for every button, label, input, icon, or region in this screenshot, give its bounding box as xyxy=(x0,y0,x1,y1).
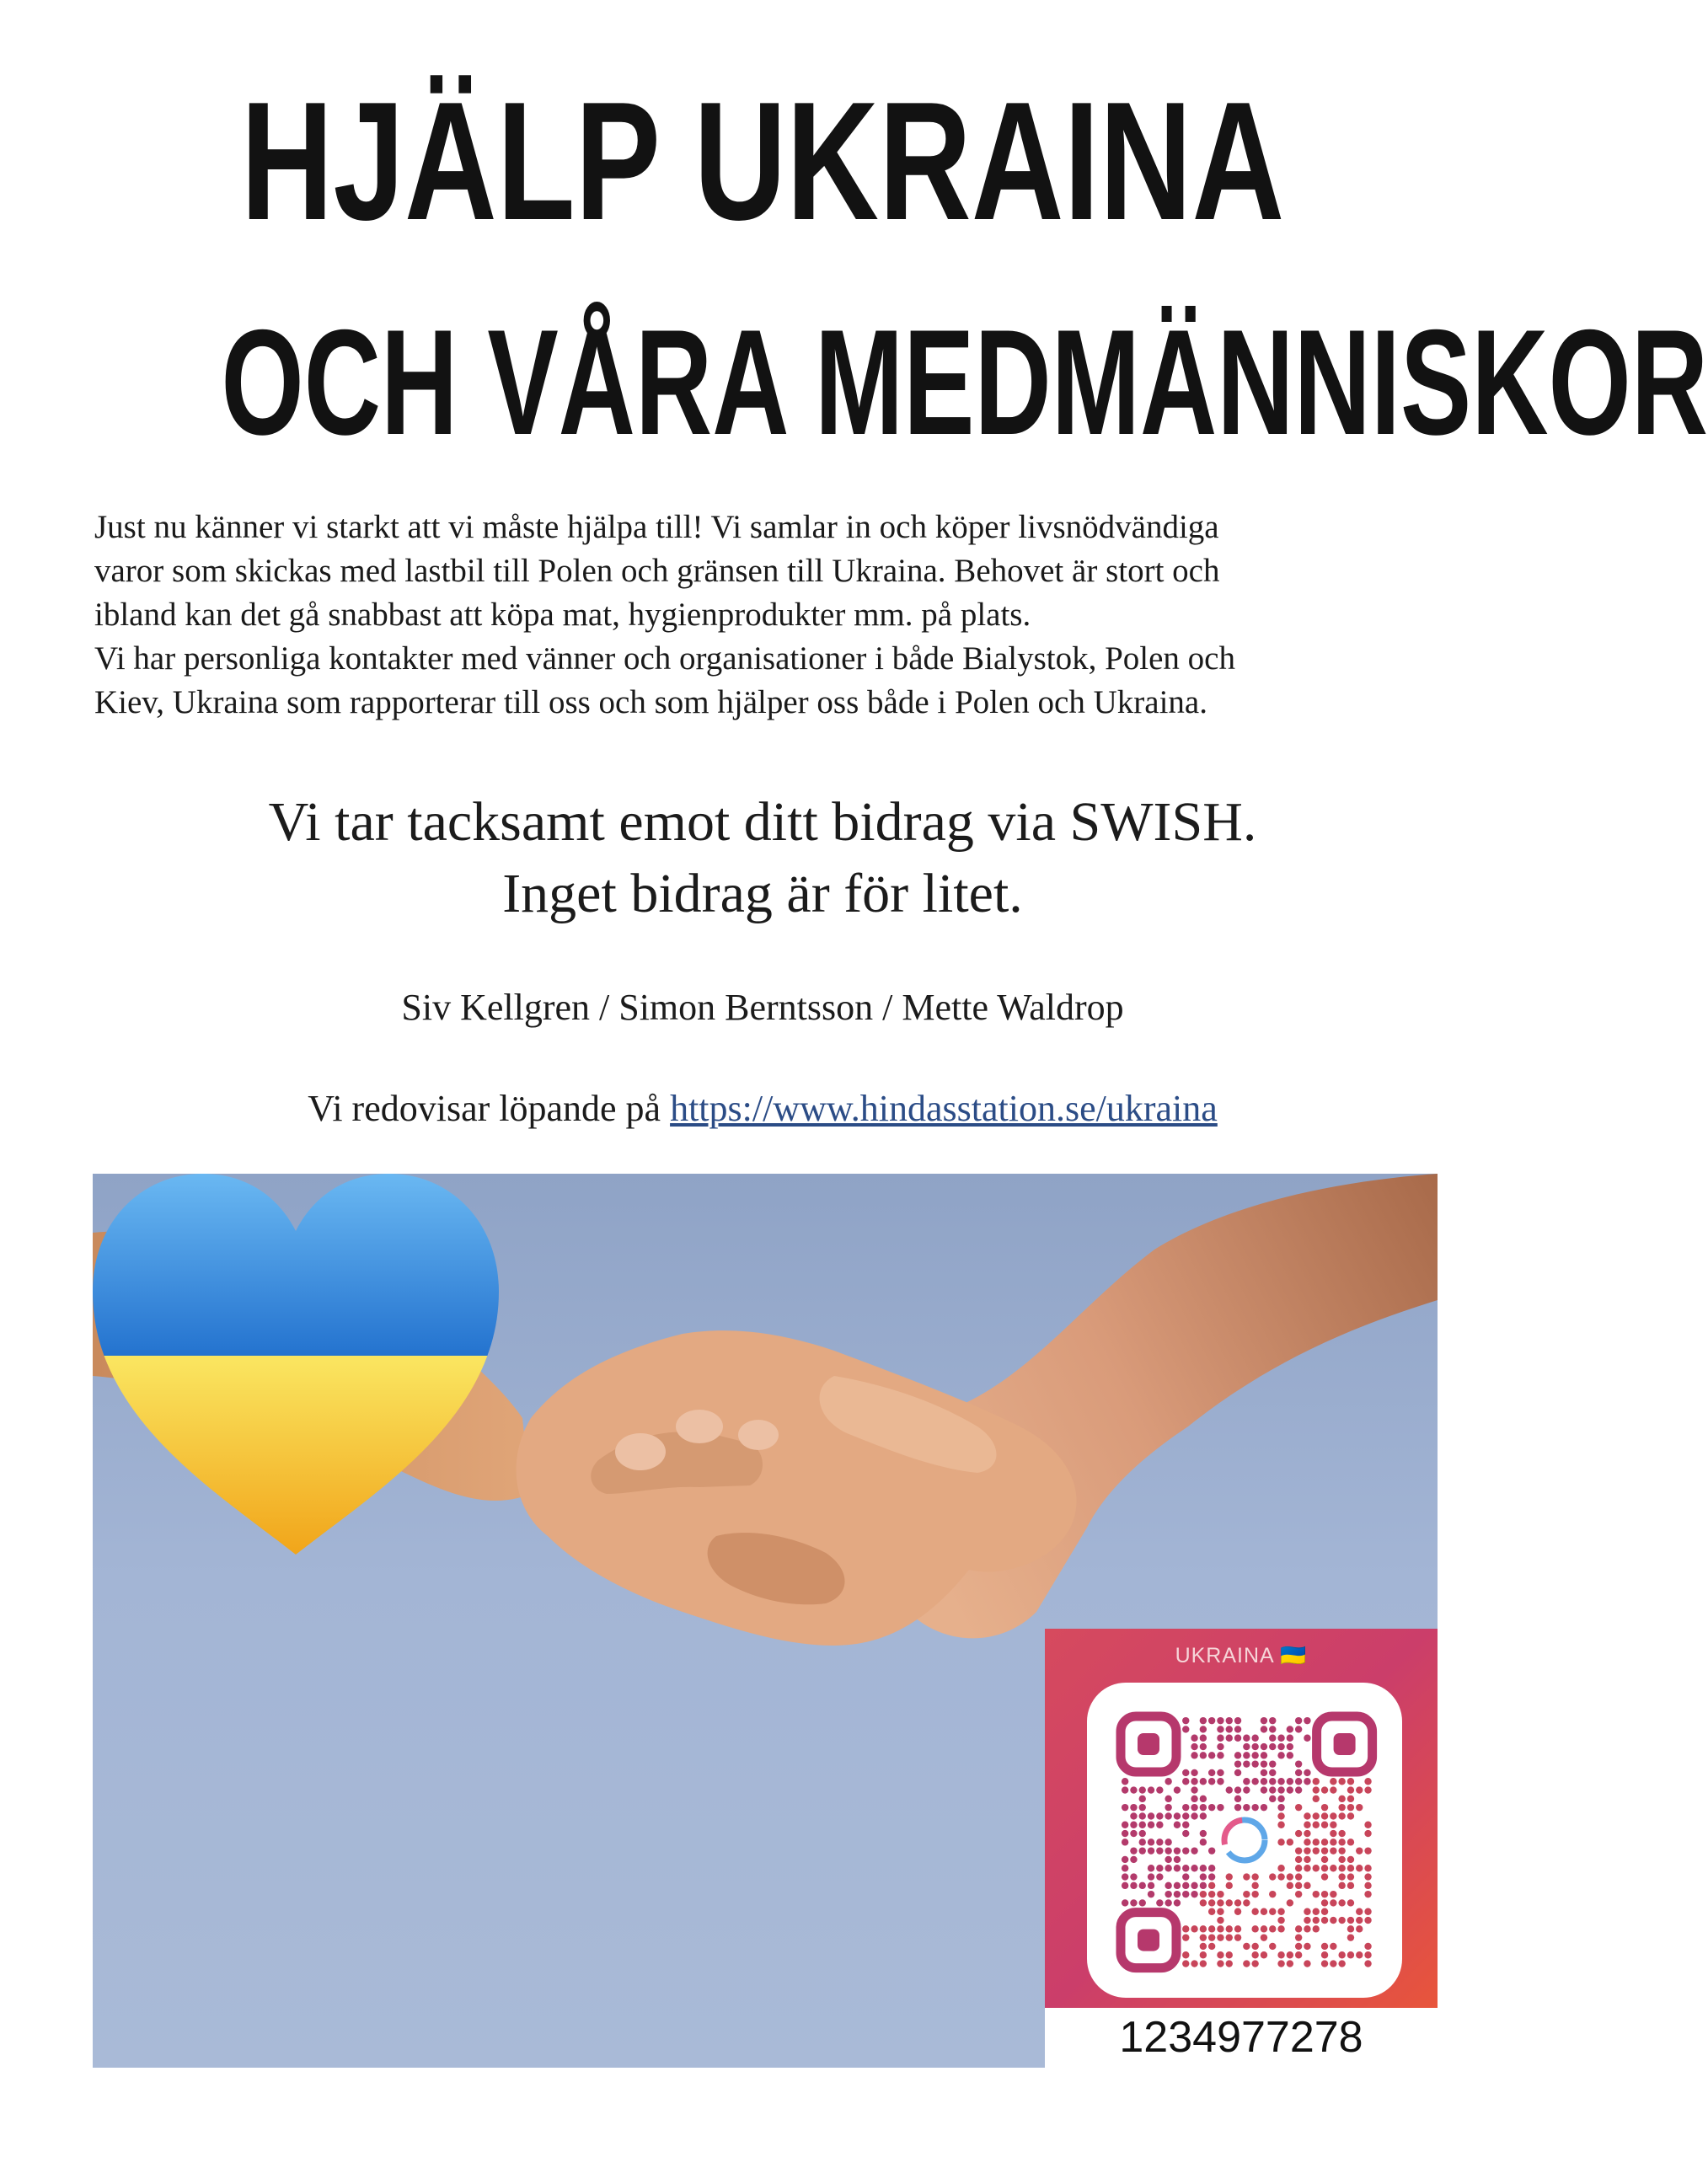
holding-hands-photo xyxy=(93,1174,1438,2068)
swish-label: UKRAINA 🇺🇦 xyxy=(1175,1644,1308,1667)
appeal-line-1: Vi tar tacksamt emot ditt bidrag via SWISH. xyxy=(268,791,1257,853)
appeal-line-2: Inget bidrag är för litet. xyxy=(502,863,1023,924)
qr-code-pattern xyxy=(1087,1683,1402,1998)
intro-line: Just nu känner vi starkt att vi måste hjälpa till! Vi samlar in och köper livsnödvändiga xyxy=(94,509,1219,545)
title-line-2: OCH VÅRA MEDMÄNNISKOR xyxy=(221,298,1708,466)
intro-line: Kiev, Ukraina som rapporterar till oss och som hjälper oss både i Polen och Ukraina. xyxy=(94,684,1207,720)
intro-line: varor som skickas med lastbil till Polen och gränsen till Ukraina. Behovet är stort och xyxy=(94,553,1220,589)
swish-number: 1234977278 xyxy=(1045,2008,1438,2068)
qr-code[interactable] xyxy=(1087,1683,1402,1998)
swish-qr-card xyxy=(1045,1629,1438,2068)
intro-line: Vi har personliga kontakter med vänner och organisationer i både Bialystok, Polen och xyxy=(94,640,1235,677)
report-line xyxy=(0,1085,1525,1132)
intro-line: ibland kan det gå snabbast att köpa mat, hygienprodukter mm. på plats. xyxy=(94,597,1031,633)
organizer-names: Siv Kellgren / Simon Berntsson / Mette Waldrop xyxy=(401,987,1124,1028)
report-prefix: Vi redovisar löpande på xyxy=(308,1088,671,1129)
swish-qr-background xyxy=(1045,1629,1438,2008)
website-link[interactable]: https://www.hindasstation.se/ukraina xyxy=(670,1088,1218,1129)
intro-text xyxy=(94,506,1459,725)
title-line-1: HJÄLP UKRAINA xyxy=(240,67,1285,255)
ukraine-heart-icon xyxy=(93,1174,499,1555)
